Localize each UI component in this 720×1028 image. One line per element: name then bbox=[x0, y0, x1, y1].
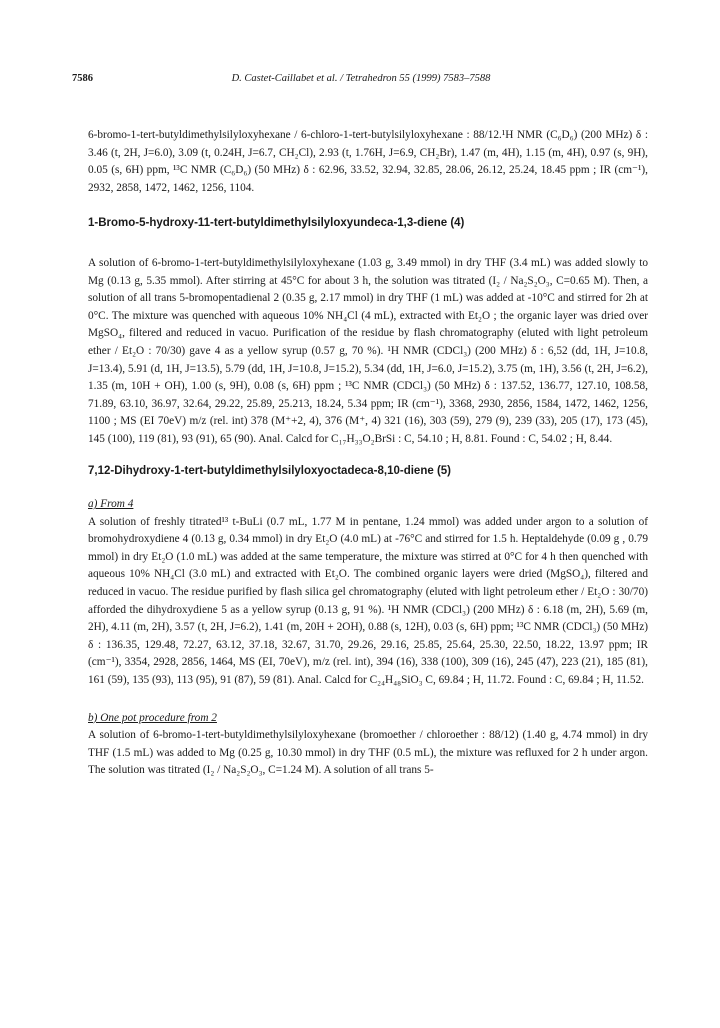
running-head: D. Castet-Caillabet et al. / Tetrahedron 55 (1999) 7583–7588 bbox=[231, 73, 491, 84]
compound-5-heading: 7,12-Dihydroxy-1-tert-butyldimethylsilyloxyoctadeca-8,10-diene (5) bbox=[88, 464, 451, 477]
subheading-one-pot: b) One pot procedure from 2 bbox=[88, 711, 217, 724]
article-body bbox=[88, 127, 648, 780]
one-pot-procedure: A solution of 6-bromo-1-tert-butyldimethylsilyloxyhexane (bromoether / chloroether : 88/12) (1.40 g, 4.74 mmol) in dry THF (1.5 mL) was added to Mg (0.25 g, 10.30 mmol) in dry THF (0.5 mL), the mixture was refluxed for 2 h under argon. The solution was titrated (I₂ / Na₂S₂O₃, C=1.24 M). A solution of all trans 5- bbox=[88, 729, 648, 777]
intro-paragraph: 6-bromo-1-tert-butyldimethylsilyloxyhexane / 6-chloro-1-tert-butylsilyloxyhexane : 88/12.¹H NMR (C₆D₆) (200 MHz) δ : 3.46 (t, 2H, J=6.0), 3.09 (t, 0.24H, J=6.7, CH₂Cl), 2.93 (t, 1.76H, J=6.9, CH₂Br), 1.47 (m, 4H), 1.15 (m, 4H), 0.97 (s, 9H), 0.05 (s, 6H) ppm, ¹³C NMR (C₆D₆) (50 MHz) δ : 62.96, 33.52, 32.94, 32.85, 28.06, 26.12, 25.24, 18.45 ppm ; IR (cm⁻¹), 2932, 2858, 1472, 1462, 1256, 1104. bbox=[88, 129, 648, 194]
subheading-from-4: a) From 4 bbox=[88, 498, 134, 511]
page-header bbox=[72, 73, 650, 89]
page-number: 7586 bbox=[72, 73, 93, 84]
from-4-procedure: A solution of freshly titrated¹³ t-BuLi (0.7 mL, 1.77 M in pentane, 1.24 mmol) was added under argon to a solution of bromohydroxydiene 4 (0.13 g, 0.34 mmol) in dry Et₂O (4.0 mL) at -76°C and stirred for 1.5 h. Heptaldehyde (0.09 g , 0.79 mmol) in dry Et₂O (1.0 mL) was added at the same temperature, the mixture was stirred at 0°C for 4 h then quenched with aqueous 10% NH₄Cl (3.0 mL) and extracted with Et₂O. The combined organic layers were dried (MgSO₄), filtered and reduced in vacuo. The residue purified by flash silica gel chromatography (eluted with light petroleum ether / Et₂O : 30/70) afforded the dihydroxydiene 5 as a yellow syrup (0.13 g, 91 %). ¹H NMR (CDCl₃) (200 MHz) δ : 6.18 (m, 2H), 5.69 (m, 2H), 4.11 (m, 2H), 3.57 (t, 2H, J=6.2), 1.41 (m, 20H + 2OH), 0.88 (s, 12H), 0.03 (s, 6H) ppm; ¹³C NMR (CDCl₃) (50 MHz) δ : 136.35, 129.48, 72.27, 63.12, 37.18, 32.67, 31.70, 29.26, 29.16, 25.85, 25.64, 25.30, 22.50, 18.22, 13.97 ppm; IR (cm⁻¹), 3354, 2928, 2856, 1464, MS (EI, 70eV), m/z (rel. int), 394 (16), 338 (100), 309 (16), 245 (47), 223 (21), 185 (81), 161 (59), 135 (93), 113 (95), 91 (87), 59 (81). Anal. Calcd for C₂₄H₄₈SiO₃ C, 69.84 ; H, 11.72. Found : C, 69.84 ; H, 11.52. bbox=[88, 515, 648, 687]
compound-4-procedure: A solution of 6-bromo-1-tert-butyldimethylsilyloxyhexane (1.03 g, 3.49 mmol) in dry THF (3.4 mL) was added slowly to Mg (0.13 g, 5.35 mmol). After stirring at 45°C for about 3 h, the solution was titrated (I₂ / Na₂S₂O₃, C=0.65 M). Then, a solution of all trans 5-bromopentadienal 2 (0.35 g, 2.17 mmol) in dry THF (1 mL) was added at -10°C and stirred for 2h at 0°C. The mixture was quenched with aqueous 10% NH₄Cl (4 mL), extracted with Et₂O ; the organic layer was dried over MgSO₄, filtered and reduced in vacuo. Purification of the residue by flash chromatography (eluted with light petroleum ether / Et₂O : 70/30) gave 4 as a yellow syrup (0.57 g, 70 %). ¹H NMR (CDCl₃) (200 MHz) δ : 6,52 (dd, 1H, J=10.8, J=13.4), 5.91 (d, 1H, J=13.5), 5.79 (dd, 1H, J=10.8, J=15.2), 5.34 (dd, 1H, J=6.0, J=15.2), 3.75 (m, 1H), 3.56 (t, 2H, J=6.2), 1.35 (m, 10H + OH), 1.00 (s, 9H), 0.08 (s, 6H) ppm ; ¹³C NMR (CDCl₃) (50 MHz) δ : 137.52, 136.77, 127.10, 108.58, 71.89, 63.10, 36.97, 32.64, 29.22, 25.89, 25.213, 18.24, 5.34 ppm; IR (cm⁻¹), 3368, 2930, 2856, 1584, 1472, 1462, 1256, 1100 ; MS (EI 70eV) m/z (rel. int) 378 (M⁺+2, 4), 376 (M⁺, 4) 321 (16), 303 (59), 279 (9), 239 (33), 205 (17), 173 (45), 145 (100), 119 (81), 93 (91), 65 (90). Anal. Calcd for C₁₇H₃₃O₂BrSi : C, 54.10 ; H, 8.81. Found : C, 54.02 ; H, 8.44. bbox=[88, 256, 648, 445]
compound-4-heading: 1-Bromo-5-hydroxy-11-tert-butyldimethylsilyloxyundeca-1,3-diene (4) bbox=[88, 217, 465, 230]
